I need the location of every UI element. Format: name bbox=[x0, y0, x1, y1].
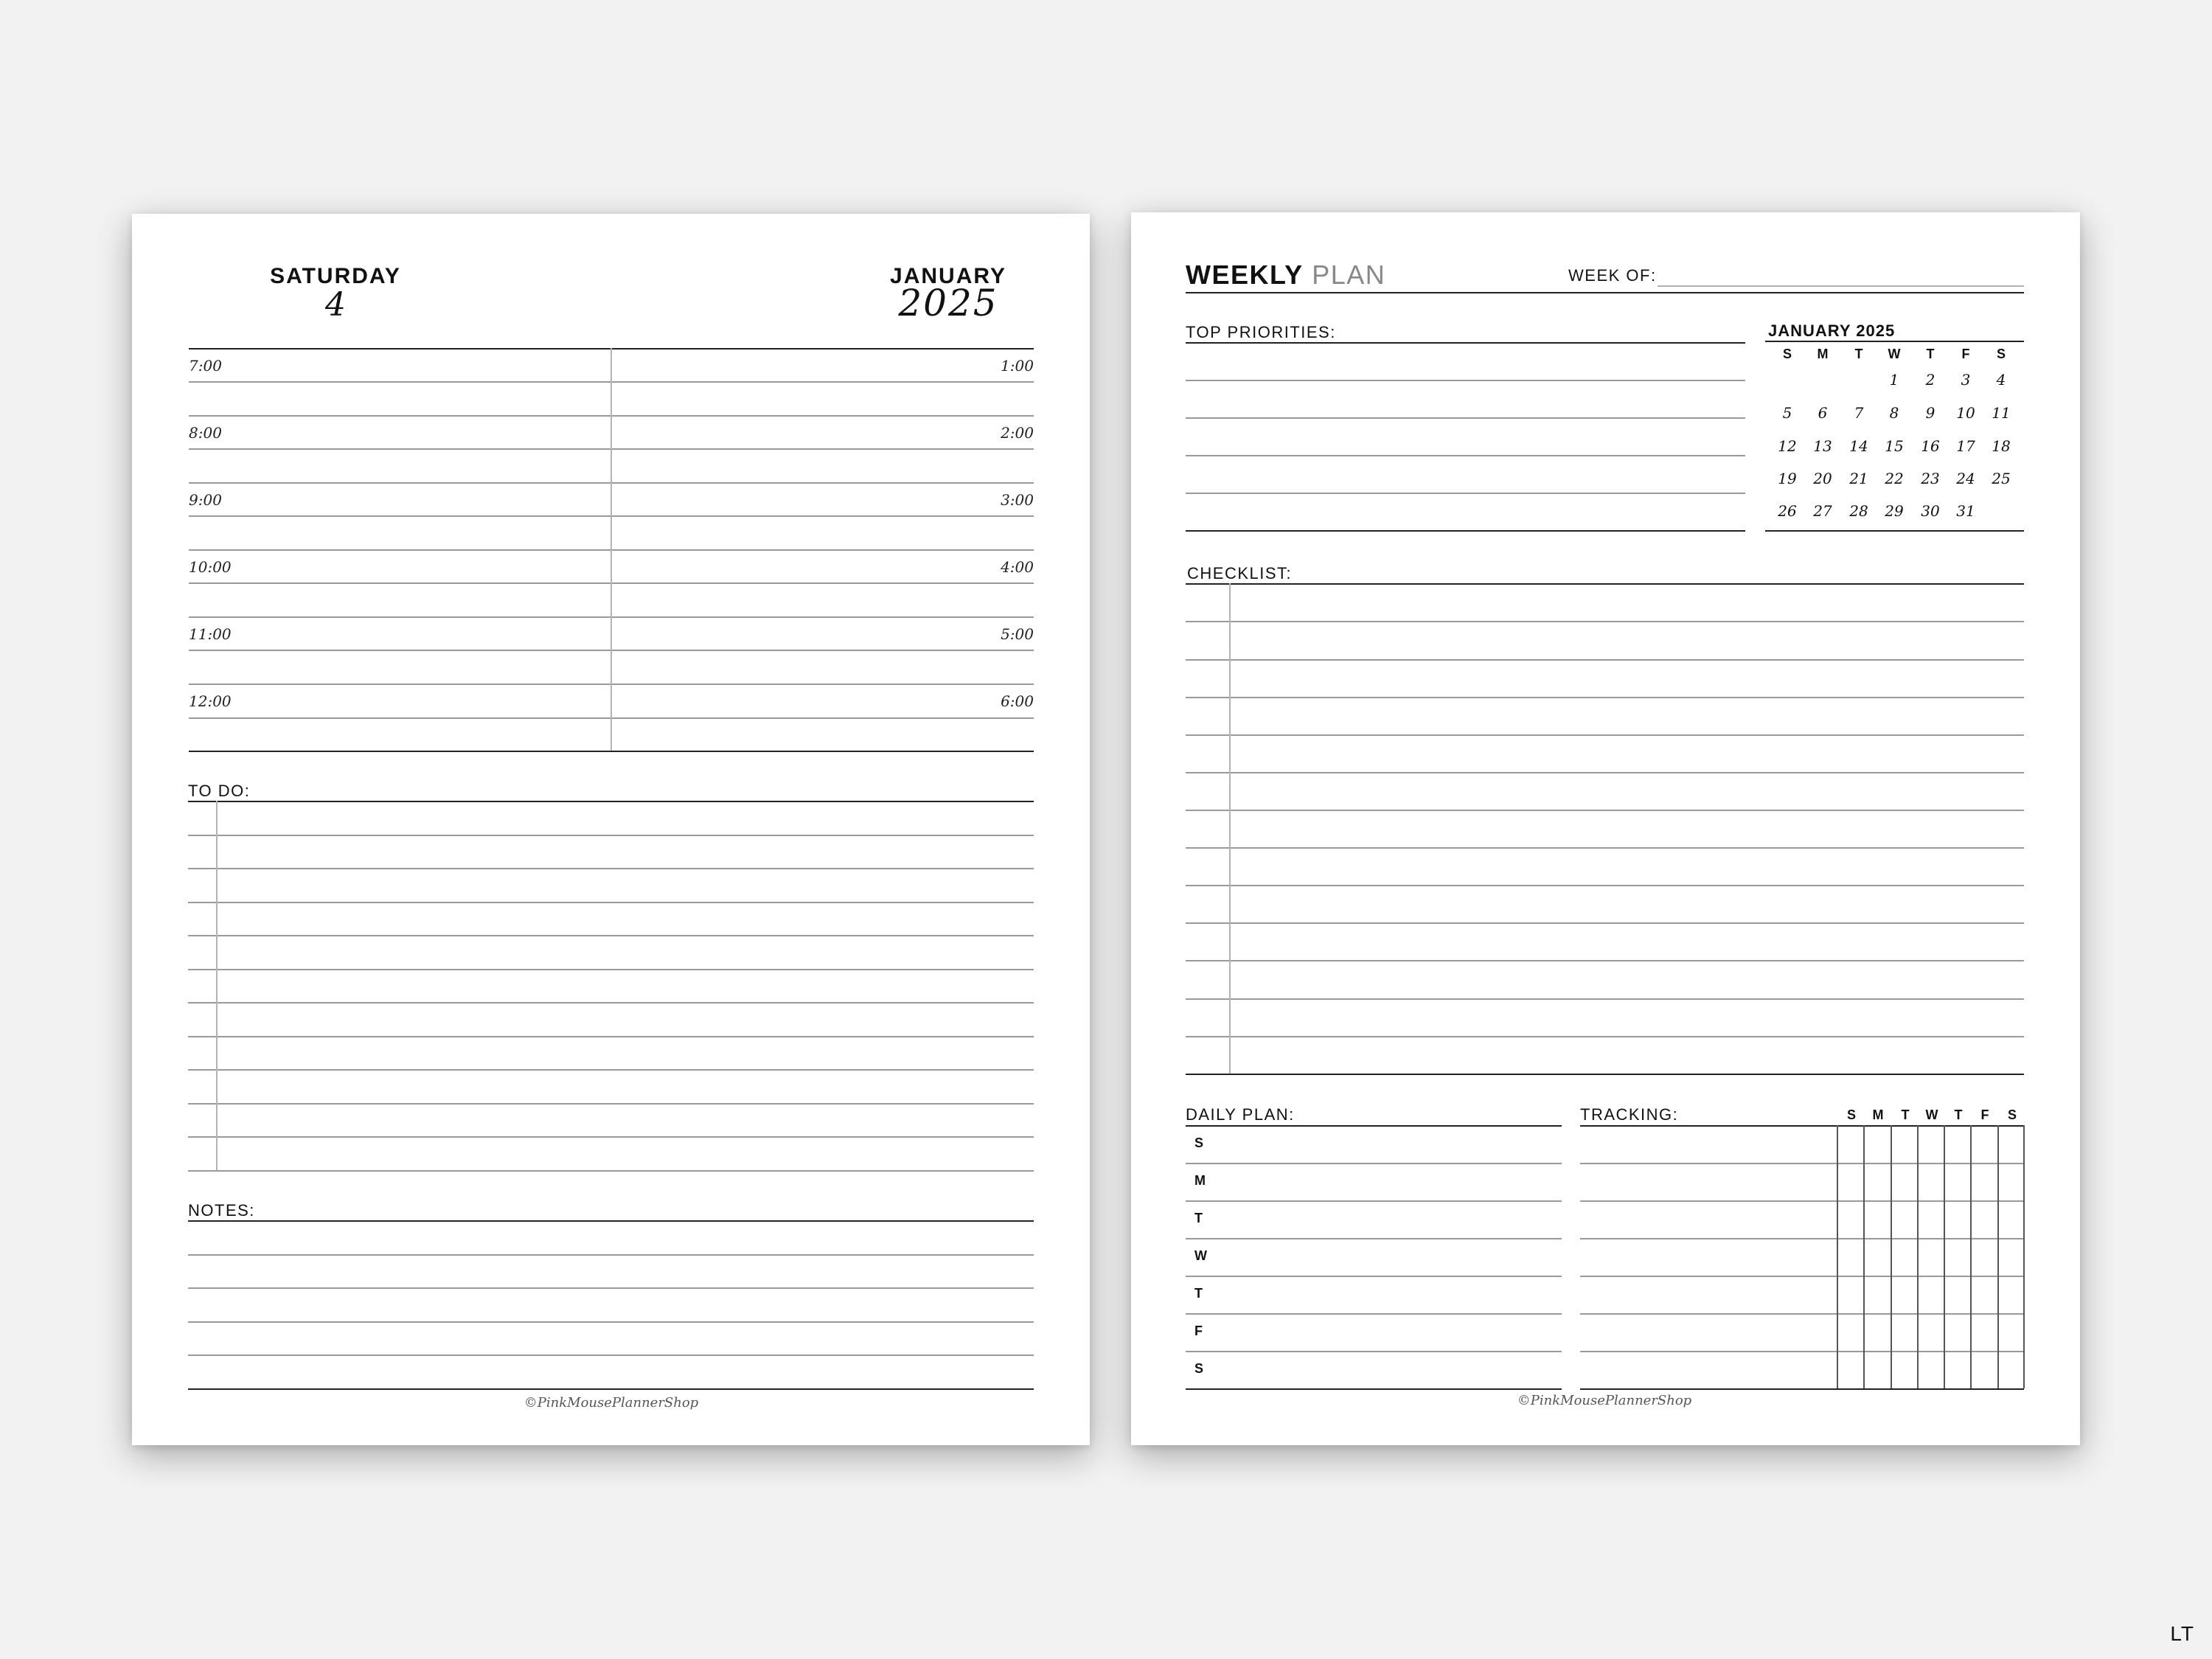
time-slot-label: 11:00 bbox=[189, 625, 232, 643]
calendar-day: 31 bbox=[1956, 502, 1975, 520]
tracker-weekday: M bbox=[1872, 1107, 1884, 1122]
daily-plan-day: W bbox=[1194, 1248, 1207, 1263]
calendar-day: 11 bbox=[1992, 404, 2011, 422]
calendar-weekday: S bbox=[1996, 347, 2006, 361]
calendar-day: 8 bbox=[1889, 404, 1899, 422]
calendar-weekday: M bbox=[1817, 347, 1829, 361]
calendar-day: 7 bbox=[1854, 404, 1864, 422]
daily-plan-day: S bbox=[1194, 1361, 1204, 1376]
time-slot-label: 12:00 bbox=[189, 692, 232, 710]
calendar-weekday: S bbox=[1782, 347, 1792, 361]
calendar-day: 9 bbox=[1925, 404, 1935, 422]
daily-plan-day: S bbox=[1194, 1135, 1204, 1150]
calendar-day: 30 bbox=[1921, 502, 1940, 520]
calendar-day: 23 bbox=[1921, 470, 1940, 487]
calendar-day: 26 bbox=[1778, 502, 1797, 520]
calendar-day: 6 bbox=[1818, 404, 1828, 422]
calendar-day: 12 bbox=[1778, 437, 1797, 455]
tracker-weekday: S bbox=[2007, 1107, 2017, 1122]
notes-heading: NOTES: bbox=[188, 1201, 255, 1220]
time-slot-label: 8:00 bbox=[189, 424, 222, 442]
time-slot-label: 9:00 bbox=[189, 491, 222, 509]
title-light: PLAN bbox=[1312, 260, 1386, 290]
calendar-day: 29 bbox=[1885, 502, 1904, 520]
daily-plan-day: T bbox=[1194, 1286, 1203, 1301]
time-slot-label: 3:00 bbox=[1001, 491, 1034, 509]
calendar-day: 14 bbox=[1849, 437, 1868, 455]
tracker-weekday: F bbox=[1980, 1107, 1989, 1122]
weekly-plan-page bbox=[1131, 212, 2080, 1445]
time-slot-label: 4:00 bbox=[1001, 558, 1034, 576]
month-name: JANUARY bbox=[890, 264, 1006, 288]
title-bold: WEEKLY bbox=[1186, 260, 1304, 290]
calendar-day: 13 bbox=[1813, 437, 1832, 455]
calendar-day: 15 bbox=[1885, 437, 1904, 455]
calendar-day: 20 bbox=[1813, 470, 1832, 487]
daily-plan-day: M bbox=[1194, 1173, 1206, 1188]
weekly-plan-title bbox=[1186, 260, 1385, 291]
calendar-day: 28 bbox=[1849, 502, 1868, 520]
calendar-day: 3 bbox=[1961, 371, 1971, 389]
daily-planner-page bbox=[132, 214, 1090, 1445]
calendar-day: 4 bbox=[1996, 371, 2006, 389]
calendar-day: 19 bbox=[1778, 470, 1797, 487]
calendar-day: 22 bbox=[1885, 470, 1904, 487]
time-slot-label: 1:00 bbox=[1001, 357, 1034, 375]
calendar-day: 18 bbox=[1992, 437, 2011, 455]
calendar-day: 1 bbox=[1889, 371, 1899, 389]
tracker-weekday: W bbox=[1925, 1107, 1938, 1122]
shop-credit: ©PinkMousePlannerShop bbox=[1517, 1393, 1692, 1408]
time-slot-label: 10:00 bbox=[189, 558, 232, 576]
week-of-field bbox=[1658, 285, 2024, 287]
shop-credit: ©PinkMousePlannerShop bbox=[524, 1395, 699, 1411]
calendar-day: 17 bbox=[1956, 437, 1975, 455]
checklist-heading: CHECKLIST: bbox=[1187, 564, 1293, 582]
tracker-weekday: S bbox=[1846, 1107, 1856, 1122]
calendar-day: 10 bbox=[1956, 404, 1975, 422]
time-slot-label: 5:00 bbox=[1001, 625, 1034, 643]
tracker-weekday: T bbox=[1901, 1107, 1910, 1122]
top-priorities-heading: TOP PRIORITIES: bbox=[1186, 323, 1336, 341]
time-slot-label: 6:00 bbox=[1001, 692, 1034, 710]
calendar-weekday: W bbox=[1888, 347, 1901, 361]
calendar-day: 27 bbox=[1813, 502, 1832, 520]
tracking-heading: TRACKING: bbox=[1580, 1105, 1679, 1124]
mini-calendar-title: JANUARY 2025 bbox=[1768, 321, 1896, 340]
time-slot-label: 2:00 bbox=[1001, 424, 1034, 442]
daily-plan-heading: DAILY PLAN: bbox=[1186, 1105, 1295, 1124]
day-number: 4 bbox=[325, 286, 346, 324]
calendar-day: 5 bbox=[1782, 404, 1792, 422]
corner-tag: LT bbox=[2170, 1622, 2194, 1645]
calendar-day: 24 bbox=[1956, 470, 1975, 487]
daily-plan-day: F bbox=[1194, 1324, 1203, 1338]
time-slot-label: 7:00 bbox=[189, 357, 222, 375]
daily-plan-day: T bbox=[1194, 1211, 1203, 1225]
calendar-weekday: T bbox=[1854, 347, 1863, 361]
day-name: SATURDAY bbox=[270, 264, 401, 288]
calendar-day: 25 bbox=[1992, 470, 2011, 487]
todo-heading: TO DO: bbox=[188, 782, 251, 800]
calendar-weekday: T bbox=[1926, 347, 1935, 361]
week-of-label: WEEK OF: bbox=[1568, 266, 1657, 285]
year: 2025 bbox=[898, 282, 998, 324]
tracker-weekday: T bbox=[1954, 1107, 1963, 1122]
calendar-day: 16 bbox=[1921, 437, 1940, 455]
calendar-weekday: F bbox=[1961, 347, 1970, 361]
calendar-day: 21 bbox=[1849, 470, 1868, 487]
calendar-day: 2 bbox=[1925, 371, 1935, 389]
